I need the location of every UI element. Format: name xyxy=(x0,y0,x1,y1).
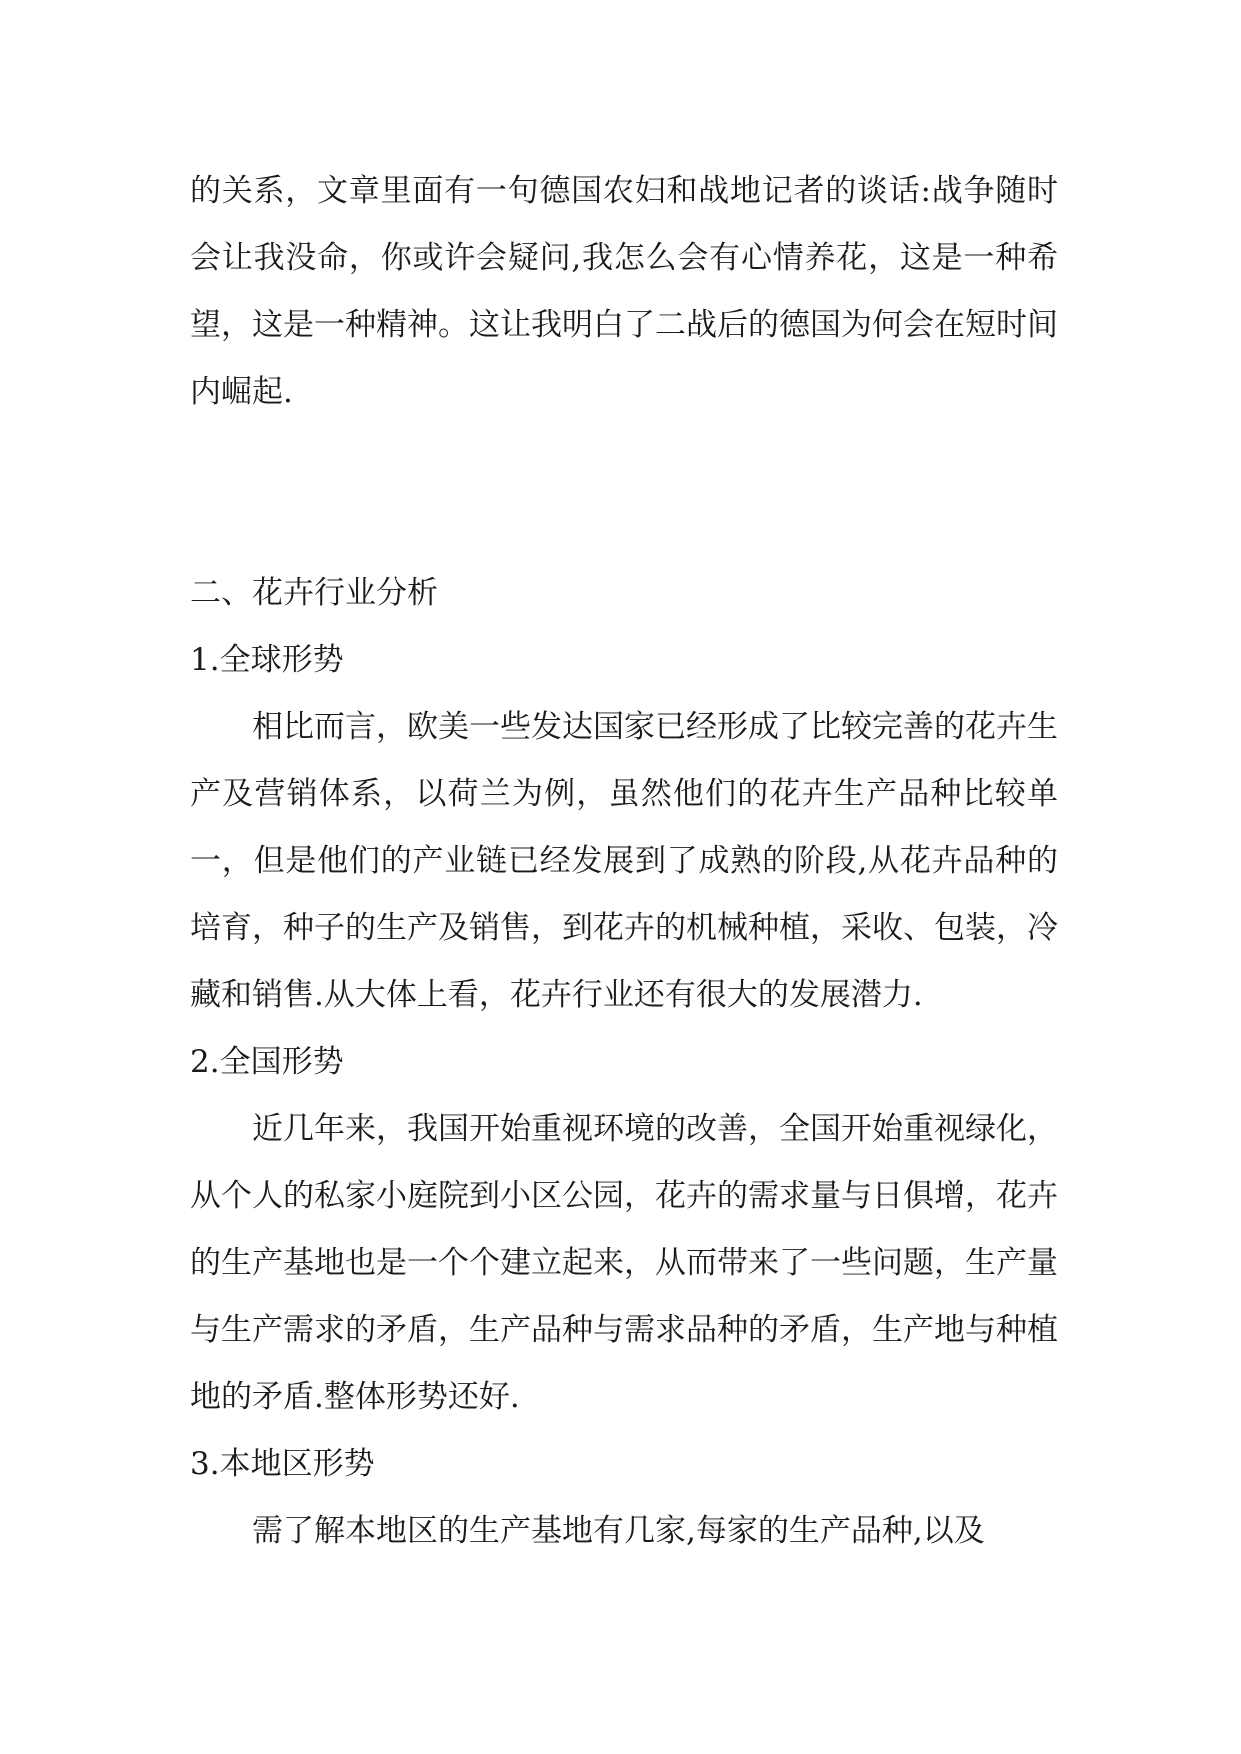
subsection-heading-local: 3.本地区形势 xyxy=(190,1446,375,1482)
document-body xyxy=(190,158,1058,1565)
intro-paragraph: 的关系，文章里面有一句德国农妇和战地记者的谈话:战争随时会让我没命，你或许会疑问,我怎么会有心情养花，这是一种希望，这是一种精神。这让我明白了二战后的德国为何会在短时间内崛起. xyxy=(190,173,1058,410)
paragraph-global: 相比而言，欧美一些发达国家已经形成了比较完善的花卉生产及营销体系，以荷兰为例，虽然他们的花卉生产品种比较单一，但是他们的产业链已经发展到了成熟的阶段,从花卉品种的培育，种子的生产及销售，到花卉的机械种植，采收、包装，冷藏和销售.从大体上看，花卉行业还有很大的发展潜力. xyxy=(190,709,1058,1013)
paragraph-local: 需了解本地区的生产基地有几家,每家的生产品种,以及 xyxy=(252,1513,985,1549)
subsection-heading-national: 2.全国形势 xyxy=(190,1044,344,1080)
subsection-heading-global: 1.全球形势 xyxy=(190,642,344,678)
paragraph-national: 近几年来，我国开始重视环境的改善，全国开始重视绿化，从个人的私家小庭院到小区公园，花卉的需求量与日俱增，花卉的生产基地也是一个个建立起来，从而带来了一些问题，生产量与生产需求的矛盾，生产品种与需求品种的矛盾，生产地与种植地的矛盾.整体形势还好. xyxy=(190,1111,1058,1415)
section-title: 二、花卉行业分析 xyxy=(190,575,438,611)
